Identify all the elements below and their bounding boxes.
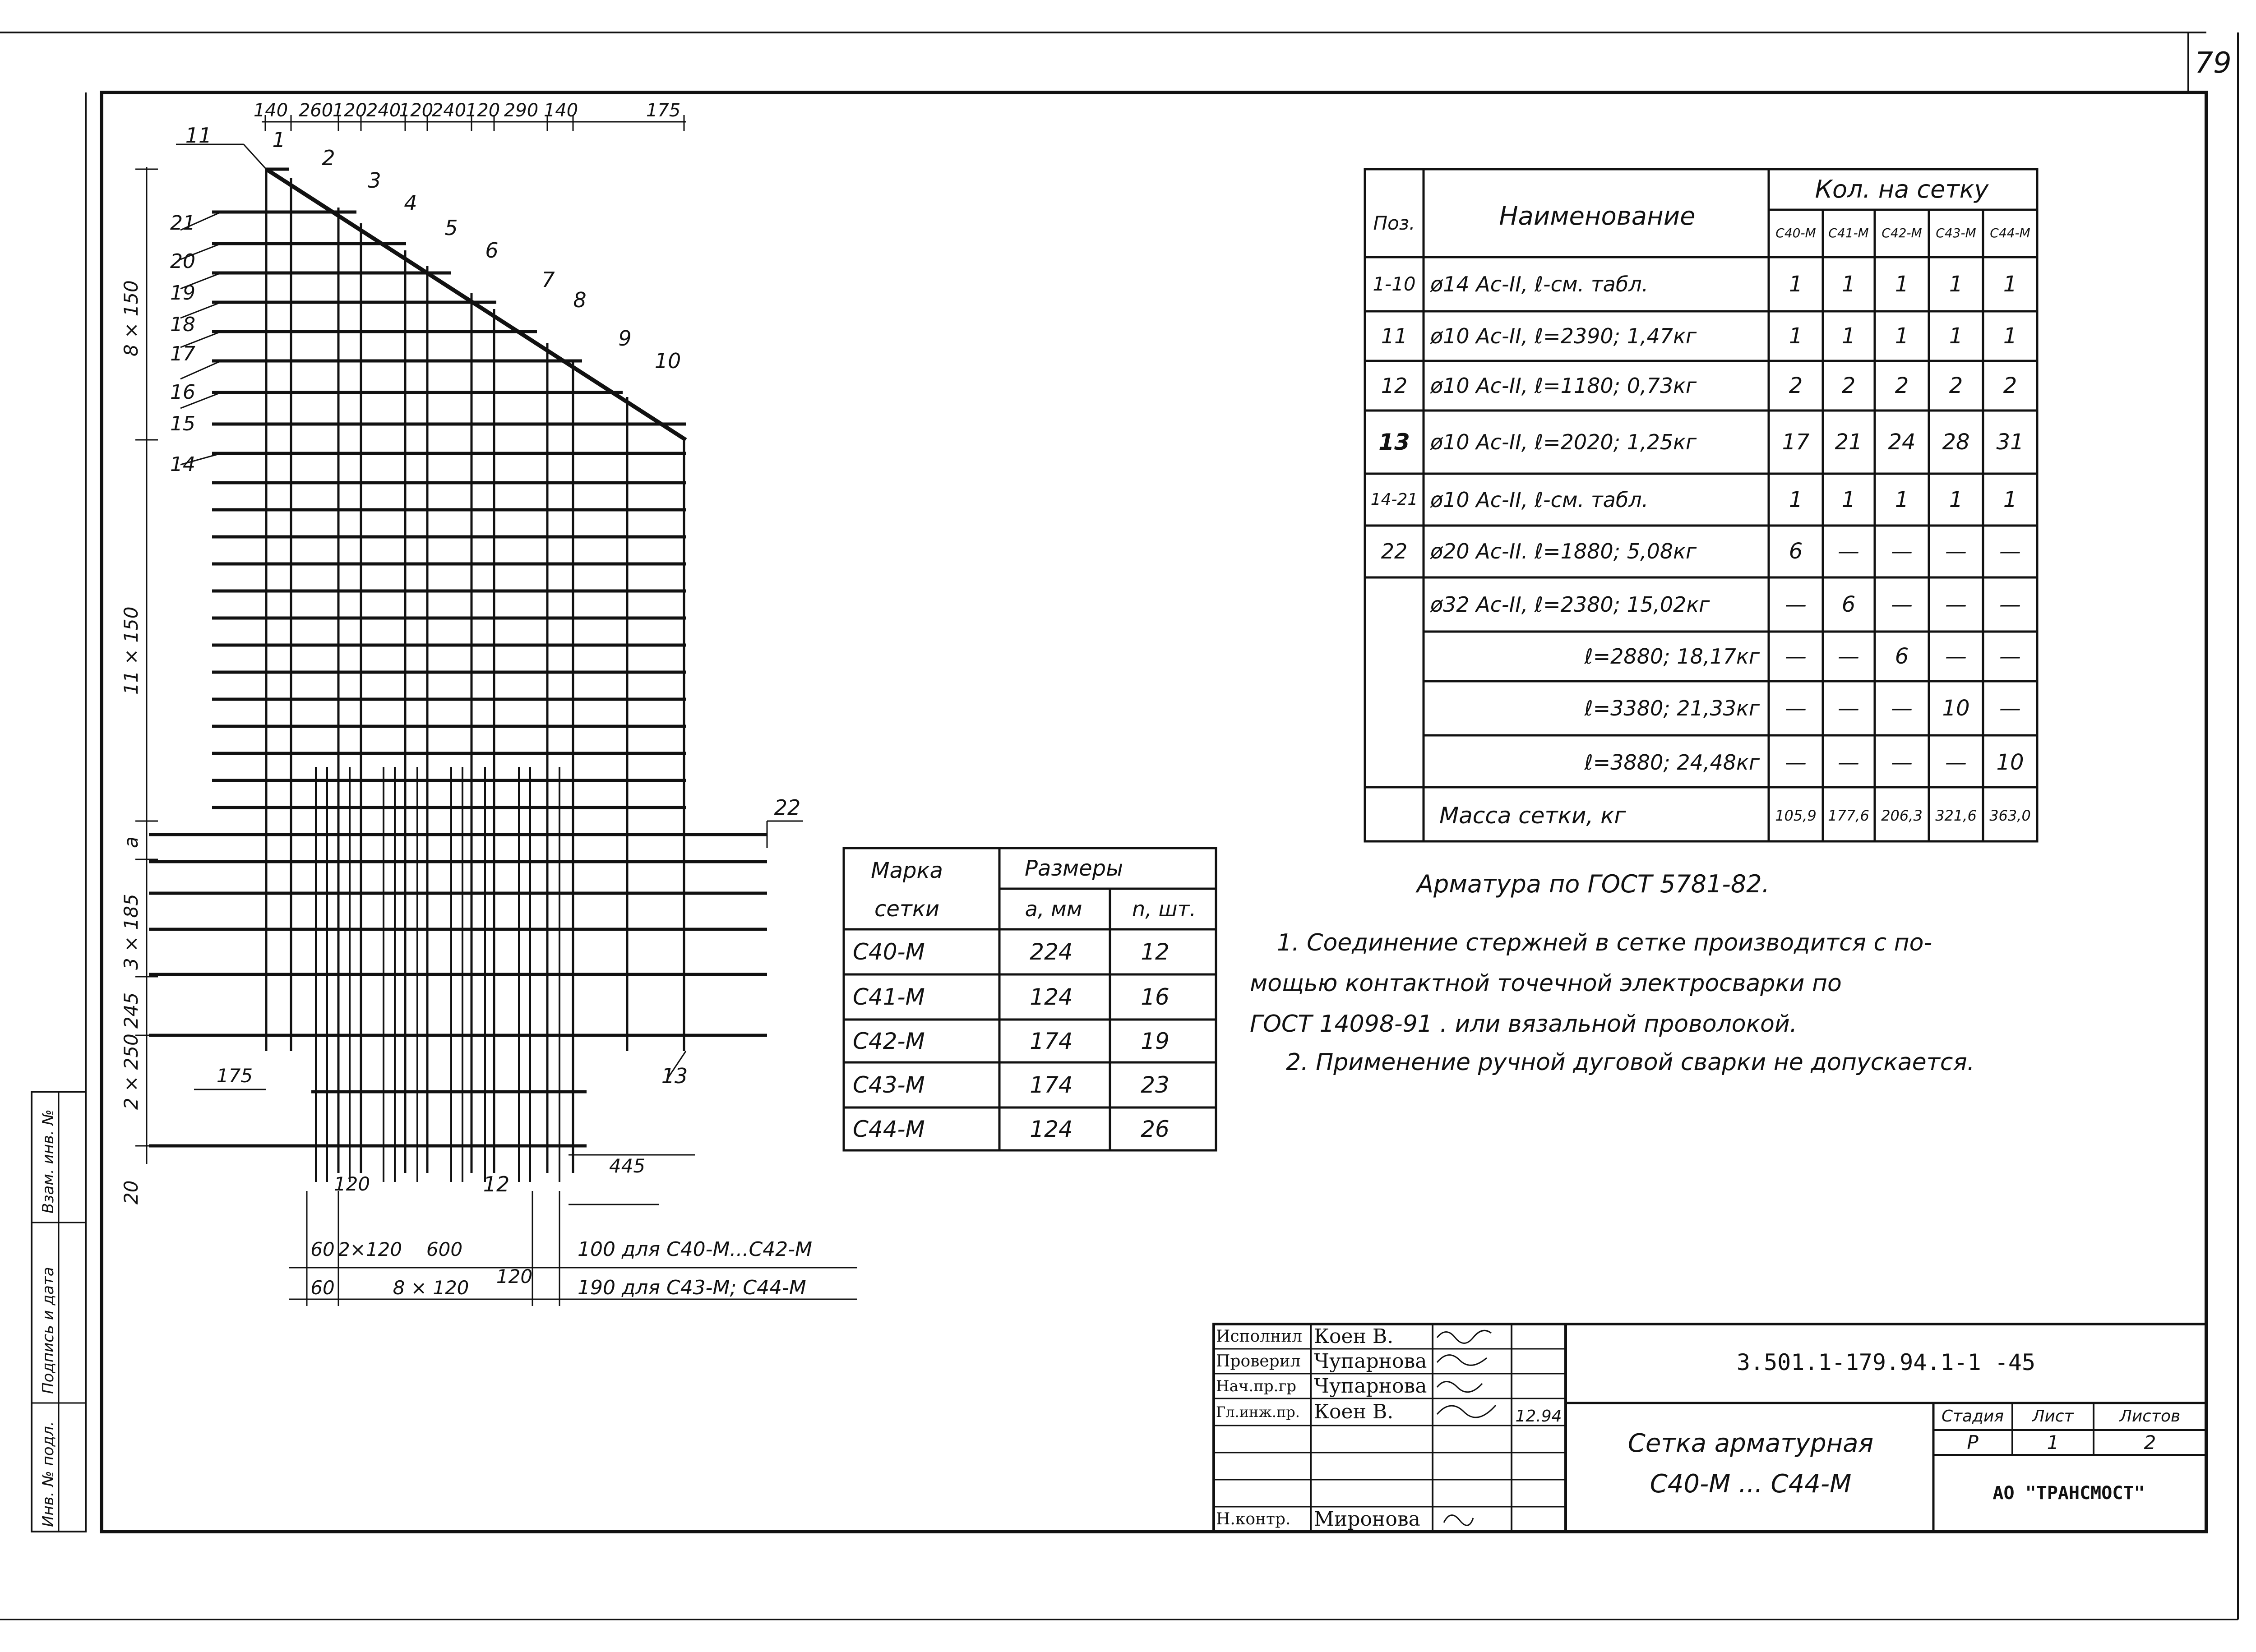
side-stamp-label: Инв. № подл. — [39, 1421, 57, 1527]
dim-20: 20 — [120, 1180, 142, 1204]
spec-qty: 1 — [1895, 323, 1909, 349]
spec-qty: — — [1999, 539, 2021, 564]
spec-qty: — — [1838, 539, 1859, 564]
tb-title-line: С40-М ... С44-М — [1650, 1469, 1852, 1499]
rebar-note: Арматура по ГОСТ 5781-82. — [1417, 870, 1770, 898]
spec-qty: 10 — [1996, 750, 2024, 775]
spec-name: ℓ=2880; 18,17кг — [1584, 644, 1760, 669]
dim-120: 120 — [333, 1173, 370, 1195]
note-line: 1. Соединение стержней в сетке производится с по- — [1277, 929, 1932, 956]
spec-header-mark: С44-М — [1990, 226, 2030, 240]
tb-header-sheet: Лист — [2032, 1407, 2074, 1426]
spec-qty: 2 — [1895, 373, 1909, 398]
tb-role: Исполнил — [1216, 1327, 1302, 1346]
callout-22: 22 — [774, 795, 801, 820]
spec-qty: 1 — [1949, 272, 1963, 297]
spec-qty: 1 — [1895, 487, 1909, 512]
callout-15: 15 — [170, 412, 195, 435]
dim-a: a — [120, 836, 142, 848]
tb-header-stage: Стадия — [1941, 1407, 2004, 1426]
marks-cell: С40-М — [853, 939, 925, 965]
spec-header-mark: С43-М — [1936, 226, 1976, 240]
spec-qty: 1 — [1789, 487, 1803, 512]
note-line: мощью контактной точечной электросварки по — [1250, 970, 1842, 997]
top-dim: 120 — [398, 100, 434, 121]
spec-mass-label: Масса сетки, кг — [1439, 803, 1626, 829]
callout-14: 14 — [170, 453, 195, 476]
tb-title-line: Сетка арматурная — [1627, 1429, 1874, 1458]
tb-name: Чупарнова — [1314, 1350, 1427, 1373]
marks-cell: 16 — [1141, 984, 1170, 1010]
spec-mass: 363,0 — [1989, 807, 2031, 824]
callout-9: 9 — [618, 326, 632, 351]
marks-header: сетки — [874, 896, 940, 922]
marks-cell: 124 — [1030, 984, 1073, 1010]
spec-qty: 1 — [2003, 487, 2017, 512]
spec-qty: — — [1838, 750, 1859, 775]
dim-2x250: 2 × 250 — [120, 1034, 142, 1110]
spec-pos: 14-21 — [1370, 490, 1418, 509]
callout-21: 21 — [170, 212, 195, 235]
marks-cell: 12 — [1141, 939, 1170, 965]
marks-cell: 124 — [1030, 1116, 1073, 1142]
tb-name: Чупарнова — [1314, 1375, 1427, 1398]
spec-qty: — — [1945, 750, 1967, 775]
spec-qty: — — [1891, 696, 1913, 721]
marks-cell: 174 — [1030, 1028, 1073, 1054]
spec-qty: 1 — [1895, 272, 1909, 297]
spec-qty: 2 — [2003, 373, 2017, 398]
callout-20: 20 — [170, 250, 195, 273]
marks-cell: 23 — [1141, 1072, 1170, 1098]
tb-role: Н.контр. — [1216, 1510, 1291, 1528]
callout-4: 4 — [404, 191, 417, 215]
bottom-dim: 60 — [310, 1277, 335, 1299]
marks-cell: 19 — [1141, 1028, 1170, 1054]
note-line: ГОСТ 14098-91 . или вязальной проволокой. — [1250, 1011, 1798, 1038]
callout-2: 2 — [322, 146, 335, 170]
spec-qty: — — [1891, 592, 1913, 617]
bottom-dim: 60 — [310, 1238, 335, 1260]
callout-3: 3 — [368, 168, 381, 193]
top-dim: 290 — [504, 100, 539, 121]
callout-7: 7 — [541, 268, 555, 292]
tb-date: 12.94 — [1515, 1407, 1562, 1426]
spec-qty: 17 — [1782, 429, 1810, 455]
spec-qty: 2 — [1789, 373, 1803, 398]
bottom-dim: 8 × 120 — [393, 1277, 469, 1299]
dim-245: 245 — [120, 992, 142, 1029]
spec-qty: — — [1838, 696, 1859, 721]
spec-qty: 6 — [1895, 644, 1909, 669]
marks-cell: С43-М — [853, 1072, 925, 1098]
tb-sheet: 1 — [2047, 1431, 2059, 1454]
callout-18: 18 — [170, 313, 195, 336]
top-dim: 140 — [543, 100, 578, 121]
top-dim: 140 — [253, 100, 288, 121]
spec-qty: — — [1785, 750, 1807, 775]
spec-name: ø10 Аc-II, ℓ=1180; 0,73кг — [1430, 374, 1697, 398]
spec-header-mark: С41-М — [1828, 226, 1869, 240]
spec-header-mark: С40-М — [1775, 226, 1816, 240]
bottom-dim: 600 — [426, 1238, 463, 1260]
tb-code: 3.501.1-179.94.1-1 -45 — [1736, 1349, 2036, 1375]
spec-name: ø10 Аc-II, ℓ-см. табл. — [1430, 488, 1649, 512]
marks-cell: С41-М — [853, 984, 925, 1010]
spec-qty: — — [1838, 644, 1859, 669]
spec-header-name: Наименование — [1499, 202, 1696, 231]
spec-pos: 11 — [1381, 324, 1408, 348]
spec-name: ø20 Аc-II. ℓ=1880; 5,08кг — [1430, 539, 1697, 563]
bottom-dim: 120 — [496, 1265, 533, 1287]
spec-name: ø14 Аc-II, ℓ-см. табл. — [1430, 272, 1649, 296]
spec-name: ℓ=3880; 24,48кг — [1584, 750, 1760, 775]
marks-header: Марка — [871, 858, 943, 883]
tb-name: Миронова — [1314, 1508, 1420, 1531]
spec-qty: — — [1999, 592, 2021, 617]
dim-445: 445 — [609, 1155, 646, 1177]
spec-qty: 1 — [1949, 323, 1963, 349]
spec-qty: — — [1945, 592, 1967, 617]
top-dim: 260 — [298, 100, 333, 121]
callout-13: 13 — [661, 1064, 688, 1088]
spec-qty: 1 — [1841, 272, 1856, 297]
spec-qty: 1 — [1841, 323, 1856, 349]
marks-cell: С44-М — [853, 1116, 925, 1142]
spec-name: ø10 Аc-II, ℓ=2020; 1,25кг — [1430, 430, 1697, 454]
callout-1: 1 — [272, 128, 286, 152]
spec-qty: — — [1891, 539, 1913, 564]
callout-12: 12 — [483, 1172, 510, 1196]
bottom-dim: 2×120 — [337, 1238, 402, 1260]
spec-qty: 24 — [1888, 429, 1916, 455]
spec-pos: 12 — [1381, 374, 1408, 398]
marks-header: n, шт. — [1132, 897, 1196, 921]
spec-header-qty: Кол. на сетку — [1815, 175, 1989, 203]
spec-qty: 2 — [1949, 373, 1963, 398]
tb-role: Проверил — [1216, 1352, 1301, 1371]
spec-mass: 177,6 — [1828, 807, 1869, 824]
tb-header-sheets: Листов — [2119, 1407, 2181, 1426]
top-dim: 240 — [431, 100, 467, 121]
spec-qty: 21 — [1835, 429, 1863, 455]
spec-qty: — — [1891, 750, 1913, 775]
callout-17: 17 — [170, 342, 195, 365]
top-dim: 120 — [332, 100, 367, 121]
callout-19: 19 — [170, 281, 195, 305]
side-stamp-label: Подпись и дата — [39, 1267, 57, 1394]
spec-pos: 13 — [1378, 429, 1410, 455]
spec-qty: — — [1945, 644, 1967, 669]
callout-8: 8 — [573, 288, 587, 312]
page-number: 79 — [2195, 46, 2232, 80]
spec-qty: 10 — [1942, 696, 1970, 721]
spec-qty: 1 — [1789, 272, 1803, 297]
spec-qty: 1 — [1789, 323, 1803, 349]
spec-qty: 1 — [2003, 272, 2017, 297]
top-dim: 120 — [465, 100, 500, 121]
side-stamp-label: Взам. инв. № — [39, 1109, 57, 1214]
spec-qty: 28 — [1942, 429, 1970, 455]
marks-cell: С42-М — [853, 1028, 925, 1054]
dim-175: 175 — [216, 1065, 253, 1087]
bottom-dim: 190 для С43-М; С44-М — [578, 1276, 806, 1299]
tb-sheets: 2 — [2144, 1431, 2156, 1454]
spec-qty: — — [1999, 696, 2021, 721]
spec-qty: — — [1785, 644, 1807, 669]
spec-qty: 1 — [1841, 487, 1856, 512]
spec-name: ø32 Аc-II, ℓ=2380; 15,02кг — [1430, 592, 1710, 617]
top-dim: 240 — [366, 100, 401, 121]
spec-qty: — — [1785, 592, 1807, 617]
spec-mass: 105,9 — [1775, 807, 1817, 824]
spec-qty: — — [1945, 539, 1967, 564]
tb-role: Нач.пр.гр — [1216, 1377, 1297, 1395]
spec-mass: 321,6 — [1935, 807, 1977, 824]
dim-11x150: 11 × 150 — [120, 606, 142, 695]
spec-pos: 1-10 — [1373, 273, 1416, 295]
spec-mass: 206,3 — [1881, 807, 1923, 824]
tb-stage: Р — [1967, 1431, 1979, 1454]
callout-6: 6 — [485, 238, 499, 263]
spec-header-pos: Поз. — [1373, 212, 1415, 234]
tb-role: Гл.инж.пр. — [1216, 1403, 1300, 1421]
spec-qty: 1 — [1949, 487, 1963, 512]
tb-name: Коен В. — [1314, 1400, 1394, 1423]
spec-qty: — — [1999, 644, 2021, 669]
marks-cell: 174 — [1030, 1072, 1073, 1098]
bottom-dim: 100 для С40-М...С42-М — [578, 1238, 813, 1261]
top-dim: 175 — [646, 100, 681, 121]
marks-header: а, мм — [1025, 897, 1082, 921]
marks-header: Размеры — [1025, 856, 1123, 881]
spec-qty: — — [1785, 696, 1807, 721]
callout-11: 11 — [185, 123, 212, 148]
spec-qty: 6 — [1789, 539, 1803, 564]
callout-5: 5 — [444, 216, 458, 240]
spec-qty: 31 — [1996, 429, 2024, 455]
dim-8x150: 8 × 150 — [120, 280, 142, 356]
spec-qty: 6 — [1841, 592, 1856, 617]
marks-cell: 26 — [1141, 1116, 1170, 1142]
spec-name: ø10 Аc-II, ℓ=2390; 1,47кг — [1430, 324, 1697, 348]
spec-pos: 22 — [1381, 539, 1408, 563]
note-line: 2. Применение ручной дуговой сварки не допускается. — [1286, 1049, 1975, 1076]
spec-name: ℓ=3380; 21,33кг — [1584, 696, 1760, 720]
callout-16: 16 — [170, 381, 195, 404]
marks-cell: 224 — [1030, 939, 1073, 965]
dim-3x185: 3 × 185 — [120, 894, 142, 970]
spec-qty: 1 — [2003, 323, 2017, 349]
tb-organization: АО "ТРАНСМОСТ" — [1992, 1483, 2145, 1504]
spec-header-mark: С42-М — [1882, 226, 1922, 240]
tb-name: Коен В. — [1314, 1325, 1394, 1348]
callout-10: 10 — [654, 349, 681, 373]
spec-qty: 2 — [1841, 373, 1856, 398]
